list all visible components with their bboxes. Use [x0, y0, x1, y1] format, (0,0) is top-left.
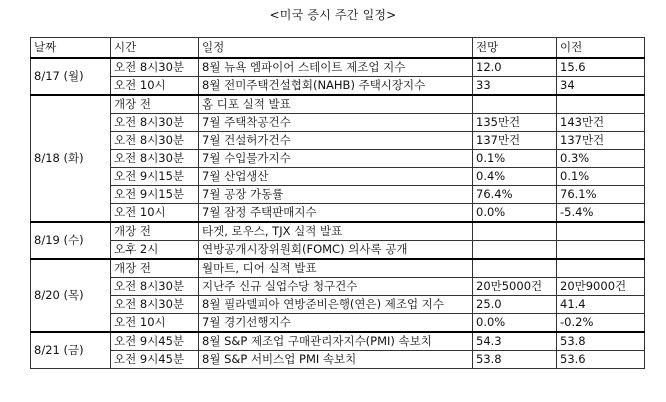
time-cell: 오전 8시30분	[111, 278, 199, 296]
previous-cell: -5.4%	[557, 204, 645, 223]
time-cell: 오전 8시30분	[111, 58, 199, 77]
header-event: 일정	[199, 38, 473, 59]
table-row	[31, 296, 645, 314]
forecast-cell: 76.4%	[473, 186, 557, 204]
forecast-cell	[473, 259, 557, 278]
forecast-cell: 33	[473, 77, 557, 96]
forecast-cell: 0.0%	[473, 314, 557, 333]
event-cell: 8월 전미주택건설협회(NAHB) 주택시장지수	[199, 77, 473, 96]
forecast-cell: 25.0	[473, 296, 557, 314]
time-cell: 오전 10시	[111, 314, 199, 333]
previous-cell	[557, 259, 645, 278]
previous-cell: 34	[557, 77, 645, 96]
previous-cell: 15.6	[557, 58, 645, 77]
forecast-cell: 0.4%	[473, 168, 557, 186]
time-cell: 개장 전	[111, 222, 199, 241]
table-row	[31, 278, 645, 296]
event-cell: 7월 공장 가동률	[199, 186, 473, 204]
date-cell: 8/21 (금)	[31, 332, 111, 369]
time-cell: 오전 8시30분	[111, 114, 199, 132]
event-cell: 연방공개시장위원회(FOMC) 의사록 공개	[199, 241, 473, 260]
event-cell: 8월 필라델피아 연방준비은행(연은) 제조업 지수	[199, 296, 473, 314]
table-row	[31, 132, 645, 150]
table-row	[31, 351, 645, 369]
table-row	[31, 332, 645, 351]
day-group	[31, 58, 645, 95]
time-cell: 오후 2시	[111, 241, 199, 260]
header-time: 시간	[111, 38, 199, 59]
event-cell: 8월 S&P 서비스업 PMI 속보치	[199, 351, 473, 369]
previous-cell: 53.8	[557, 332, 645, 351]
time-cell: 오전 10시	[111, 77, 199, 96]
schedule-table	[30, 37, 645, 369]
event-cell: 7월 산업생산	[199, 168, 473, 186]
time-cell: 오전 8시30분	[111, 132, 199, 150]
previous-cell: 0.1%	[557, 168, 645, 186]
time-cell: 오전 10시	[111, 204, 199, 223]
time-cell: 개장 전	[111, 259, 199, 278]
time-cell: 오전 8시30분	[111, 296, 199, 314]
previous-cell: 0.3%	[557, 150, 645, 168]
event-cell: 7월 잠정 주택판매지수	[199, 204, 473, 223]
forecast-cell	[473, 95, 557, 114]
time-cell: 오전 9시45분	[111, 351, 199, 369]
forecast-cell: 12.0	[473, 58, 557, 77]
forecast-cell: 0.0%	[473, 204, 557, 223]
day-group	[31, 259, 645, 332]
day-group	[31, 222, 645, 259]
page-title: <미국 증시 주간 일정>	[269, 8, 397, 22]
previous-cell: -0.2%	[557, 314, 645, 333]
time-cell: 오전 9시45분	[111, 332, 199, 351]
time-cell: 오전 8시30분	[111, 150, 199, 168]
event-cell: 7월 경기선행지수	[199, 314, 473, 333]
time-cell: 개장 전	[111, 95, 199, 114]
header-forecast: 전망	[473, 38, 557, 59]
forecast-cell: 54.3	[473, 332, 557, 351]
date-cell: 8/18 (화)	[31, 95, 111, 222]
event-cell: 지난주 신규 실업수당 청구건수	[199, 278, 473, 296]
table-row	[31, 150, 645, 168]
table-row	[31, 95, 645, 114]
day-group	[31, 95, 645, 222]
table-row	[31, 241, 645, 260]
previous-cell: 20만9000건	[557, 278, 645, 296]
header-date: 날짜	[31, 38, 111, 59]
forecast-cell: 20만5000건	[473, 278, 557, 296]
forecast-cell: 135만건	[473, 114, 557, 132]
event-cell: 홈 디포 실적 발표	[199, 95, 473, 114]
table-row	[31, 204, 645, 223]
forecast-cell	[473, 222, 557, 241]
time-cell: 오전 9시15분	[111, 168, 199, 186]
previous-cell: 143만건	[557, 114, 645, 132]
date-cell: 8/20 (목)	[31, 259, 111, 332]
previous-cell	[557, 95, 645, 114]
header-previous: 이전	[557, 38, 645, 59]
previous-cell	[557, 241, 645, 260]
date-cell: 8/19 (수)	[31, 222, 111, 259]
day-group	[31, 332, 645, 369]
event-cell: 7월 수입물가지수	[199, 150, 473, 168]
previous-cell: 41.4	[557, 296, 645, 314]
forecast-cell: 53.8	[473, 351, 557, 369]
event-cell: 8월 뉴욕 엠파이어 스테이트 제조업 지수	[199, 58, 473, 77]
table-row	[31, 114, 645, 132]
table-row	[31, 168, 645, 186]
event-cell: 타겟, 로우스, TJX 실적 발표	[199, 222, 473, 241]
event-cell: 월마트, 디어 실적 발표	[199, 259, 473, 278]
time-cell: 오전 9시15분	[111, 186, 199, 204]
event-cell: 7월 주택착공건수	[199, 114, 473, 132]
header-row	[31, 38, 645, 59]
event-cell: 8월 S&P 제조업 구매관리자지수(PMI) 속보치	[199, 332, 473, 351]
table-row	[31, 186, 645, 204]
table-row	[31, 314, 645, 333]
table-row	[31, 259, 645, 278]
table-row	[31, 77, 645, 96]
forecast-cell: 0.1%	[473, 150, 557, 168]
table-row	[31, 222, 645, 241]
date-cell: 8/17 (월)	[31, 58, 111, 95]
table-row	[31, 58, 645, 77]
previous-cell	[557, 222, 645, 241]
forecast-cell: 137만건	[473, 132, 557, 150]
previous-cell: 137만건	[557, 132, 645, 150]
event-cell: 7월 건설허가건수	[199, 132, 473, 150]
previous-cell: 76.1%	[557, 186, 645, 204]
previous-cell: 53.6	[557, 351, 645, 369]
forecast-cell	[473, 241, 557, 260]
